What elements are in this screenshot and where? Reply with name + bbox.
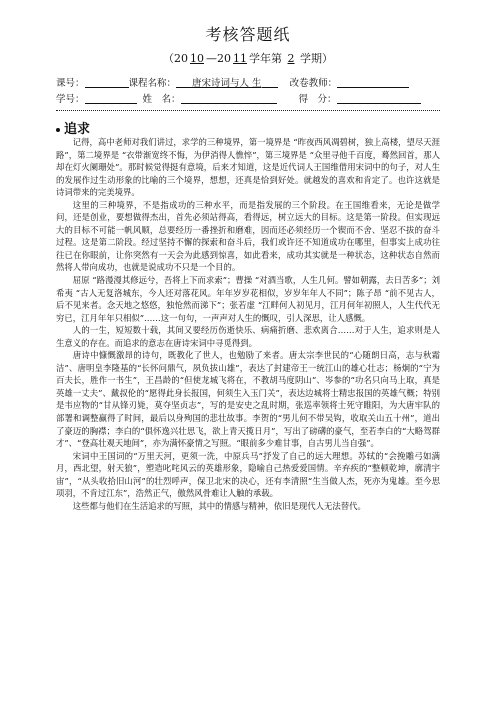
essay-paragraph-1: 记得，高中老师对我们讲过，求学的三种境界，第一境界是 “昨夜西风凋碧树，独上高楼，望尽天涯路”，第二境界是 “衣带渐宽终不悔，为伊消得人憔悴”，第三境界是 “众里寻他千百度，蓦然回首，那人却在灯火阑珊处”。那时候觉得挺有意境，后来才知道，这是近代词人王国维借用宋词中的句子，对人生的发展作过生动形象的比喻的三个境界，想想，还真是恰到好处。就越发的喜欢和肯定了。也许这就是诗词带来的完美境界。	[56, 137, 440, 198]
class-label: 课号：	[56, 78, 85, 89]
essay-paragraph-5: 唐诗中慷慨激昂的诗句，既教化了世人，也勉励了来者。唐太宗李世民的“心随朗日高，志与秋霜洁”、唐明皇李隆基的“长怀问鼎气，夙负拔山雄”，表达了封建帝王一统江山的雄心壮志；杨炯的“宁为百夫长，胜作一书生”，王昌龄的“但使龙城飞将在，不教胡马度阴山”、岑参的“功名只向马上取，真是英雄一丈夫”、戴叔伦的“愿得此身长报国，何须生入玉门关”，表达边城将士精忠报国的英雄气概；特别是韦应物的“甘从锋刃毙，莫夺坚贞志”，写的是安史之乱时期，张巡率领将士死守睢阳，为大唐牢队的部署和调整赢得了时间，最后以身殉国的悲壮故事。李贺的“男儿何不带吴钩，收取关山五十州”，道出了豪迈的胸襟；李白的“俱怀逸兴壮思飞，欲上青天揽日月”，写出了磅礴的豪气，至若李白的“大略驾群才”、“登高壮观天地间”，亦为满怀豪情之写照。“眼前多少难甘事，自古男儿当自强”。	[56, 350, 440, 449]
essay-paragraph-4: 人的一生，短短数十载，其间又要经历伤逝快乐、病痛折磨、悲欢离合……对于人生，追求则是人生意义的存在。而追求的意志在唐诗宋词中寻觅得到。	[56, 325, 440, 348]
section-title: 追求	[64, 122, 91, 137]
year-start-value: 10	[190, 52, 204, 65]
year-dash: —20	[206, 52, 231, 65]
term-label: 学期）	[300, 52, 333, 65]
bullet-icon	[56, 128, 60, 132]
essay-paragraph-6: 宋词中王国词的“万里天河，更须一洗，中原兵马”抒发了自己的远大理想。苏轼的“会挽雕弓如满月，西北望，射天狼”，塑造叱咤风云的英雄形象，隐喻自己热爱爱国情。辛弃疾的“整顿乾坤，廓清宇宙”，“从头收拾旧山河”的壮烈呼声，保卫北宋的决心，还有李清照“生当做人杰，死亦为鬼雄。至今思项羽，不肯过江东”，浩然正气，傲然风骨难让人触的承载。	[56, 450, 440, 499]
essay-paragraph-2: 这里的三种境界，不是指成功的三种水平，而是指发展的三个阶段。在王国维看来，无论是做学问，还是创业，要想做得杰出，首先必须站得高，看得远，树立远大的目标。这是第一阶段。但实现远大的目标不可能一帆风顺，总要经历一番挫折和磨难，因而还必须经历一个锲而不舍、坚忍不拔的奋斗过程。这是第二阶段。经过坚持不懈的探索和奋斗后，我们或许还不知道成功在哪里，但事实上成功往往已在你眼前，让你突然有一天会为此感到惊喜，如此看来，成功其实就是一种状态，这种状态自然而然将人带向成功，也就是说成功不只是一个目的。	[56, 199, 440, 273]
essay-body	[56, 136, 440, 512]
year-label: 学年第	[249, 52, 282, 65]
term-value: 2	[287, 52, 295, 65]
student-id-label: 学号：	[56, 94, 85, 105]
dotted-divider	[56, 110, 440, 111]
info-row-course	[56, 75, 456, 89]
teacher-label: 改卷教师：	[289, 78, 338, 89]
score-label: 得 分：	[298, 94, 337, 105]
year-end-value: 11	[233, 52, 247, 65]
course-value[interactable]: 唐宋诗词与人 生	[192, 78, 262, 89]
teacher-field[interactable]	[337, 77, 409, 88]
course-field-lead	[176, 77, 192, 88]
section-heading	[56, 118, 90, 137]
name-field[interactable]	[181, 93, 277, 104]
essay-paragraph-7: 这些都与他们在生活追求的写照，其中的情感与精神，依旧是现代人无法替代。	[72, 500, 366, 511]
class-field[interactable]	[85, 77, 129, 88]
page-title: 考核答题纸	[205, 25, 291, 44]
course-field-tail	[262, 77, 278, 88]
year-prefix: （20	[163, 52, 188, 65]
academic-year-line	[0, 50, 496, 66]
score-field[interactable]	[337, 93, 421, 104]
name-label: 姓 名：	[142, 94, 181, 105]
essay-paragraph-3: 屈原 “路漫漫其修远兮，吾将上下而求索”；曹操 “对酒当歌，人生几何。譬如朝露，去日苦多”；刘希夷 “古人无复洛城东，今人还对落花风。年年岁岁花相似，岁岁年年人不同”；陈子昂 “前不见古人，后不见来者。念天地之悠悠，独怆然而涕下”；张若虚 “江畔何人初见月，江月何年初照人，人生代代无穷已，江月年年只相似”……这一句句，一声声对人生的慨叹，引人深思，让人感慨。	[56, 275, 440, 323]
course-label: 课程名称：	[128, 78, 177, 89]
info-row-student	[56, 91, 456, 105]
student-id-field[interactable]	[85, 93, 137, 104]
